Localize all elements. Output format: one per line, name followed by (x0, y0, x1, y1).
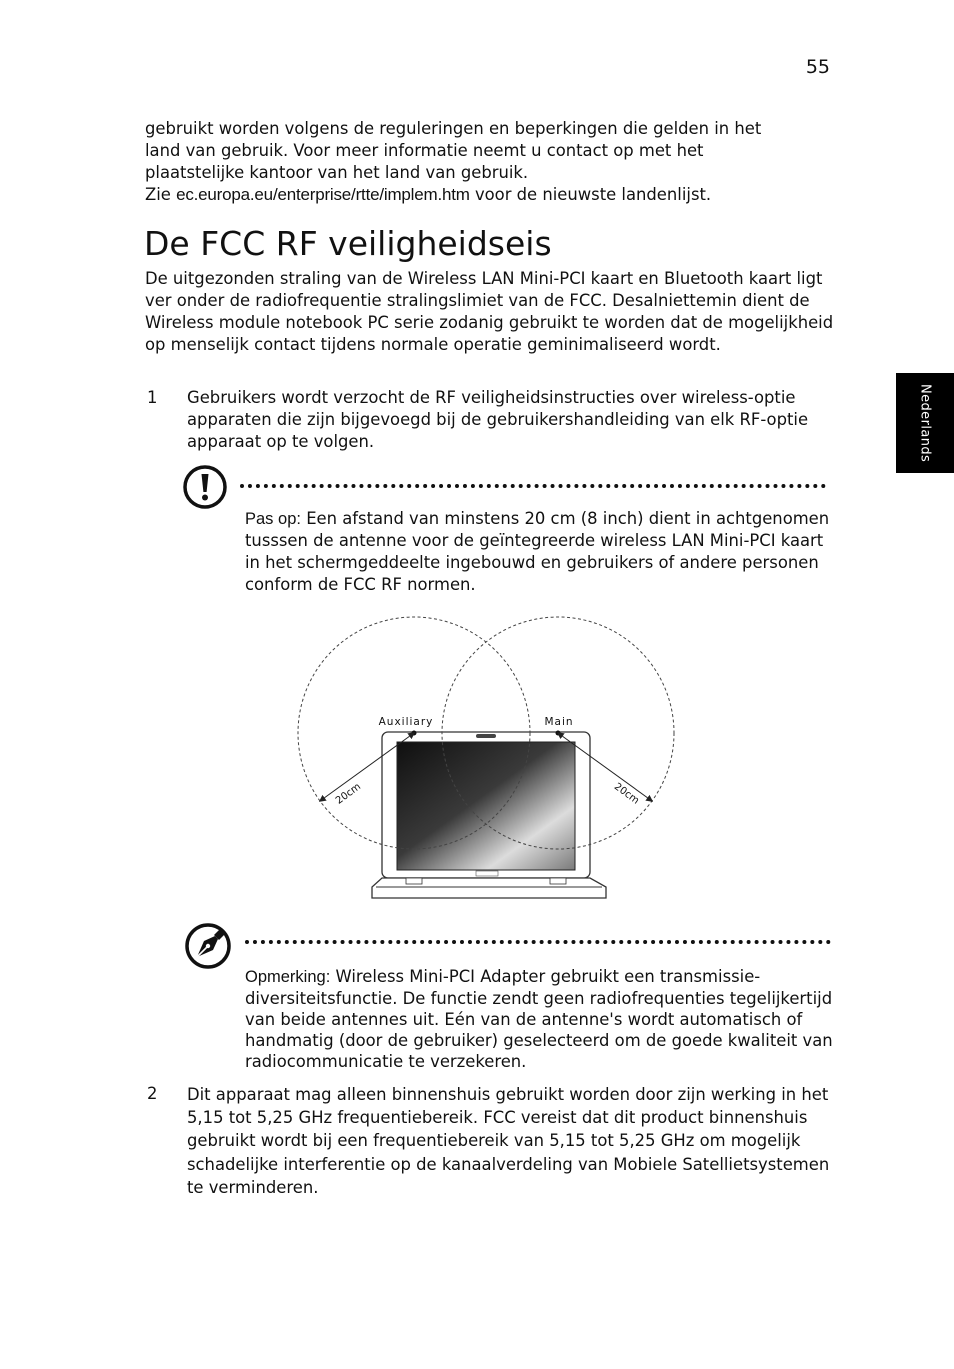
eu-link[interactable]: ec.europa.eu/enterprise/rtte/implem.htm (176, 185, 470, 204)
intro-zie: Zie (145, 185, 171, 204)
item-1-number: 1 (147, 388, 158, 407)
section-heading: De FCC RF veiligheidseis (144, 224, 552, 263)
note-label: Opmerking: (245, 968, 331, 986)
intro-line-1: gebruikt worden volgens de reguleringen en beperkingen die gelden in het (145, 119, 762, 138)
caution-label: Pas op: (245, 510, 301, 528)
note-pen-icon (184, 922, 232, 970)
page-number: 55 (805, 56, 830, 78)
caution-body: Een afstand van minstens 20 cm (8 inch) dient in achtgenomen tusssen de antenne voor de geïntegreerde wireless LAN Mini-PCI kaart in het schermgeddeelte ingebouwd en gebruikers of andere personen conform de FCC RF normen. (245, 509, 830, 594)
note-divider (245, 940, 831, 944)
intro-paragraph (145, 118, 835, 206)
caution-text (245, 508, 835, 596)
intro-line-3: plaatstelijke kantoor van het land van gebruik. (145, 163, 529, 182)
note-text (245, 966, 835, 1072)
left-distance-label: 20cm (333, 781, 364, 807)
item-2-text: Dit apparaat mag alleen binnenshuis gebruikt worden door zijn werking in het 5,15 tot 5,25 GHz frequentiebereik. FCC vereist dat dit product binnenshuis gebruikt wordt bij een frequentiebereik van 5,15 tot 5,25 GHz om mogelijk schadelijke interferentie op de kanaalverdeling van Mobiele Satellietsystemen te verminderen. (187, 1085, 830, 1197)
item-2-number: 2 (147, 1084, 158, 1103)
item-1-text: Gebruikers wordt verzocht de RF veiligheidsinstructies over wireless-optie apparaten die zijn bijgevoegd bij de gebruikershandleiding van elk RF-optie apparaat op te volgen. (187, 388, 809, 451)
antenna-diagram (290, 608, 690, 908)
fcc-paragraph: De uitgezonden straling van de Wireless LAN Mini-PCI kaart en Bluetooth kaart ligt ver onder de radiofrequentie stralingslimiet van de FCC. Desalniettemin dient de Wireless module notebook PC serie zodanig gebruikt te worden dat de mogelijkheid op menselijk contact tijdens normale operatie geminimaliseerd wordt. (145, 269, 834, 354)
auxiliary-label: Auxiliary (378, 716, 434, 728)
intro-tail: voor de nieuwste landenlijst. (474, 185, 712, 204)
caution-divider (240, 484, 826, 488)
note-body: Wireless Mini-PCI Adapter gebruikt een transmissie-diversiteitsfunctie. De functie zendt geen radiofrequenties tegelijkertijd van beide antennes uit. Eén van de antenne's wordt automatisch of handmatig (door de gebruiker) geselecteerd om de goede kwaliteit van radiocommunicatie te verzekeren. (245, 967, 833, 1071)
main-label: Main (544, 716, 574, 728)
language-tab-label: Nederlands (917, 383, 933, 463)
language-tab (896, 373, 954, 473)
intro-line-4 (145, 184, 835, 206)
laptop-screen (397, 742, 575, 870)
right-distance-label: 20cm (611, 781, 642, 807)
caution-icon (182, 464, 228, 510)
intro-line-2: land van gebruik. Voor meer informatie neemt u contact op met het (145, 141, 704, 160)
